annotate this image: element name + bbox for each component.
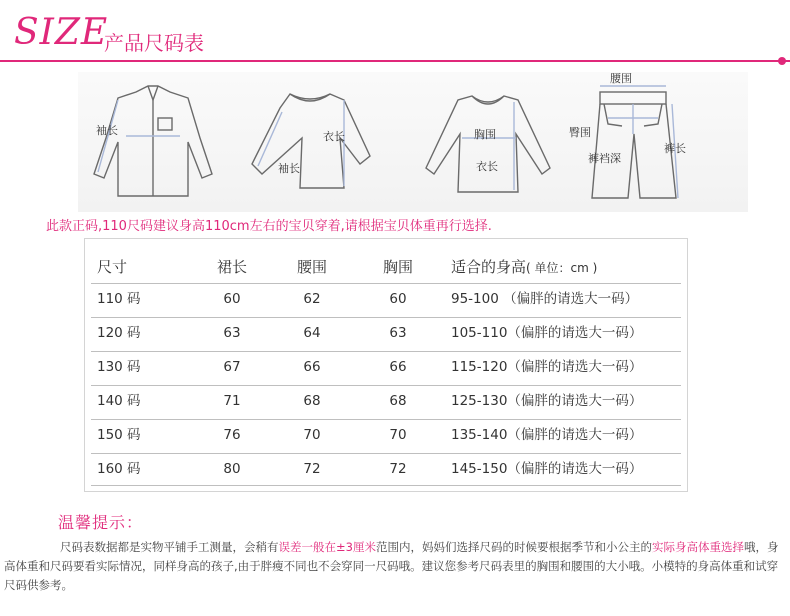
size-cell: 160 码 (97, 461, 141, 477)
tips-title: 温馨提示： (58, 513, 144, 532)
table-row (91, 455, 681, 483)
skirt-cell: 60 (223, 291, 241, 307)
page-title: 产品尺码表 (104, 31, 204, 55)
header-height (451, 253, 597, 282)
top-chest-label: 胸围 (474, 128, 496, 141)
sweater-diagram (248, 78, 372, 206)
table-row (91, 421, 681, 449)
row-divider (91, 351, 681, 352)
table-row (91, 319, 681, 347)
shirt-outline-icon (88, 78, 218, 206)
pants-waist-label: 腰围 (610, 72, 632, 85)
waist-cell: 70 (303, 427, 321, 443)
tips-highlight-error: 误差一般在±3厘米 (278, 540, 376, 554)
size-recommendation-note: 此款正码,110尺码建议身高110cm左右的宝贝穿着,请根据宝贝体重再行选择. (46, 219, 492, 234)
tips-highlight-height-weight: 实际身高体重选择 (651, 540, 744, 554)
tips-text-2: 范围内，妈妈们选择尺码的时候要根据季节和小公主的 (375, 540, 652, 554)
height-cell: 95-100 （偏胖的请选大一码） (451, 291, 639, 307)
top-outline-icon (418, 78, 558, 206)
row-divider (91, 453, 681, 454)
height-cell: 135-140（偏胖的请选大一码） (451, 427, 643, 443)
pants-hip-label: 臀围 (569, 126, 591, 139)
header-divider-dot (778, 57, 786, 65)
pants-length-label: 裤长 (664, 142, 686, 155)
skirt-cell: 63 (223, 325, 241, 341)
chest-cell: 70 (389, 427, 407, 443)
header-chest: 胸围 (382, 258, 413, 276)
top-length-label: 衣长 (476, 160, 498, 173)
tips-text-1: 尺码表数据都是实物平铺手工测量，会稍有 (60, 540, 279, 554)
tips-paragraph (4, 538, 786, 595)
waist-cell: 66 (303, 359, 321, 375)
header-waist: 腰围 (296, 258, 327, 276)
waist-cell: 64 (303, 325, 321, 341)
size-cell: 120 码 (97, 325, 141, 341)
height-cell: 115-120（偏胖的请选大一码） (451, 359, 643, 375)
shirt-diagram (88, 78, 218, 206)
chest-cell: 63 (389, 325, 407, 341)
chest-cell: 68 (389, 393, 407, 409)
header-skirt-length: 裙长 (216, 258, 247, 276)
size-cell: 110 码 (97, 291, 141, 307)
size-table (84, 238, 688, 492)
table-row (91, 353, 681, 381)
row-divider (91, 283, 681, 284)
row-divider (91, 385, 681, 386)
sweater-length-label: 衣长 (323, 130, 345, 143)
table-header-row (91, 253, 681, 281)
size-cell: 140 码 (97, 393, 141, 409)
waist-cell: 68 (303, 393, 321, 409)
skirt-cell: 71 (223, 393, 241, 409)
skirt-cell: 67 (223, 359, 241, 375)
height-cell: 105-110（偏胖的请选大一码） (451, 325, 643, 341)
row-divider (91, 419, 681, 420)
height-cell: 125-130（偏胖的请选大一码） (451, 393, 643, 409)
waist-cell: 72 (303, 461, 321, 477)
header-height-unit: ( 单位：cm ) (526, 261, 598, 275)
row-divider (91, 485, 681, 486)
skirt-cell: 80 (223, 461, 241, 477)
chest-cell: 60 (389, 291, 407, 307)
chest-cell: 72 (389, 461, 407, 477)
height-cell: 145-150（偏胖的请选大一码） (451, 461, 643, 477)
skirt-cell: 76 (223, 427, 241, 443)
chest-cell: 66 (389, 359, 407, 375)
header-size: 尺寸 (97, 258, 128, 276)
table-row (91, 387, 681, 415)
waist-cell: 62 (303, 291, 321, 307)
page-header (0, 0, 790, 70)
size-cell: 130 码 (97, 359, 141, 375)
row-divider (91, 317, 681, 318)
header-height-text: 适合的身高 (451, 258, 527, 276)
sweater-outline-icon (248, 78, 372, 206)
header-divider (0, 60, 790, 62)
size-cell: 150 码 (97, 427, 141, 443)
table-row (91, 285, 681, 313)
sweater-sleeve-label: 袖长 (278, 162, 300, 175)
pants-rise-label: 裤裆深 (588, 152, 621, 165)
measurement-diagram-panel (78, 72, 748, 212)
shirt-sleeve-label: 袖长 (96, 124, 118, 137)
size-heading: SIZE (14, 12, 109, 53)
top-diagram (418, 78, 558, 206)
tips-text-3: 哦，身高体重和尺码要看实际情况，同样身高的孩子,由于胖瘦不同也不会穿同一尺码哦。建议您参考尺码表里的胸围和腰围的大小哦。小模特的身高体重和试穿尺码供参考。 (4, 540, 779, 592)
